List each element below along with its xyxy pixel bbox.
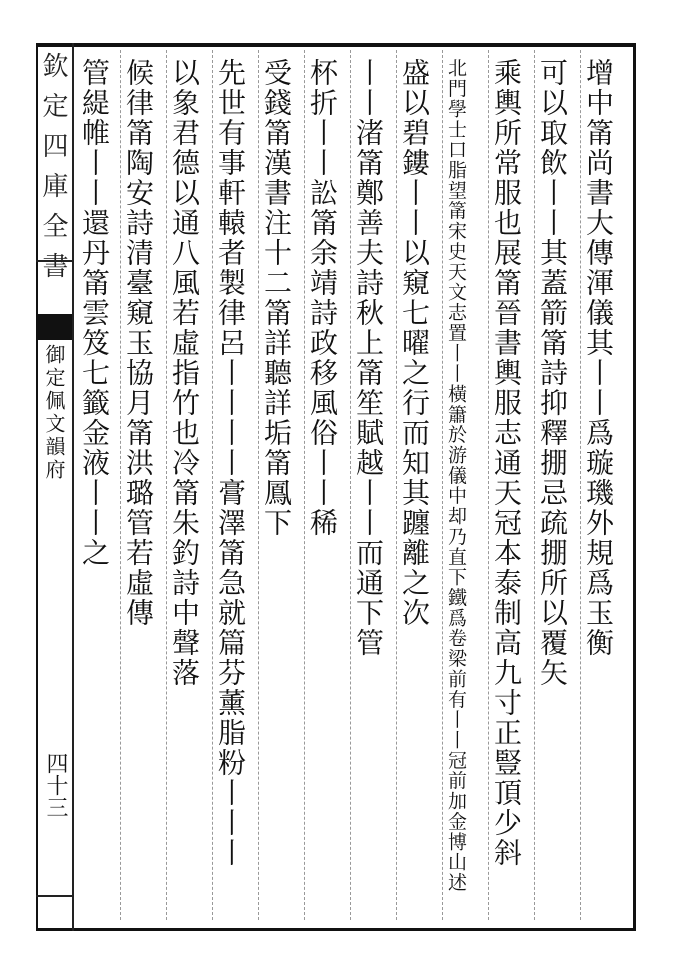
text-column <box>170 58 216 688</box>
column-text: 受錢筩漢書注十二筩詳聽詳垢筩鳳下 <box>260 58 293 538</box>
spine-divider <box>72 43 74 931</box>
text-column <box>584 58 630 658</box>
text-column <box>492 58 538 868</box>
column-text <box>76 58 104 358</box>
column-text: 以象君德以通八風若虛指竹也冷筩朱釣詩中聲落 <box>168 58 201 688</box>
text-column <box>216 58 262 868</box>
text-column <box>538 58 584 688</box>
column-text: 乘輿所常服也展筩晉書輿服志通天冠本泰制高九寸正豎頂少斜 <box>490 58 523 868</box>
column-text: 候律筩陶安詩清臺窺玉協月筩洪璐管若虛傳 <box>122 58 155 628</box>
spine-book-title: 御定佩文韻府 <box>42 344 66 482</box>
column-text: 可以取飲丨丨其蓋箭筩詩抑釋掤忌疏掤所以覆矢 <box>536 58 569 688</box>
column-text: 盛以碧鏤丨丨以窺七曜之行而知其躔離之次 <box>398 58 431 628</box>
column-text: 北門學士口脂望筩宋史天文志置丨丨橫簫於游儀中却乃直下鐵爲卷梁前有丨丨冠前加金博山述 <box>445 58 467 893</box>
column-text: 杯折丨丨訟筩余靖詩政移風俗丨丨稀 <box>306 58 339 538</box>
column-text: 增中筩尚書大傳渾儀其丨丨爲璇璣外規爲玉衡 <box>582 58 615 658</box>
column-text: 丨丨渚筩鄭善夫詩秋上筩笙賦越丨丨而通下管 <box>352 58 385 658</box>
frame-bottom-rule <box>36 928 636 931</box>
text-column <box>400 58 446 628</box>
spine-collection-title: 欽定四庫全書 <box>38 52 68 292</box>
text-column <box>446 58 492 893</box>
text-column <box>262 58 308 538</box>
text-column <box>354 58 400 658</box>
spine-fishtail-mark <box>36 314 72 340</box>
frame-right-rule <box>633 43 636 931</box>
text-column <box>124 58 170 628</box>
spine-bottom-rule <box>36 895 72 897</box>
text-column <box>308 58 354 538</box>
column-text: 管緹帷丨丨還丹筩雲笈七籤金液丨丨之 <box>78 58 111 568</box>
spine-folio-number: 四十三 <box>43 752 68 818</box>
column-text: 先世有事軒轅者製律呂丨丨丨丨膏澤筩急就篇芬薰脂粉丨丨丨 <box>214 58 247 868</box>
frame-top-rule <box>36 43 636 47</box>
